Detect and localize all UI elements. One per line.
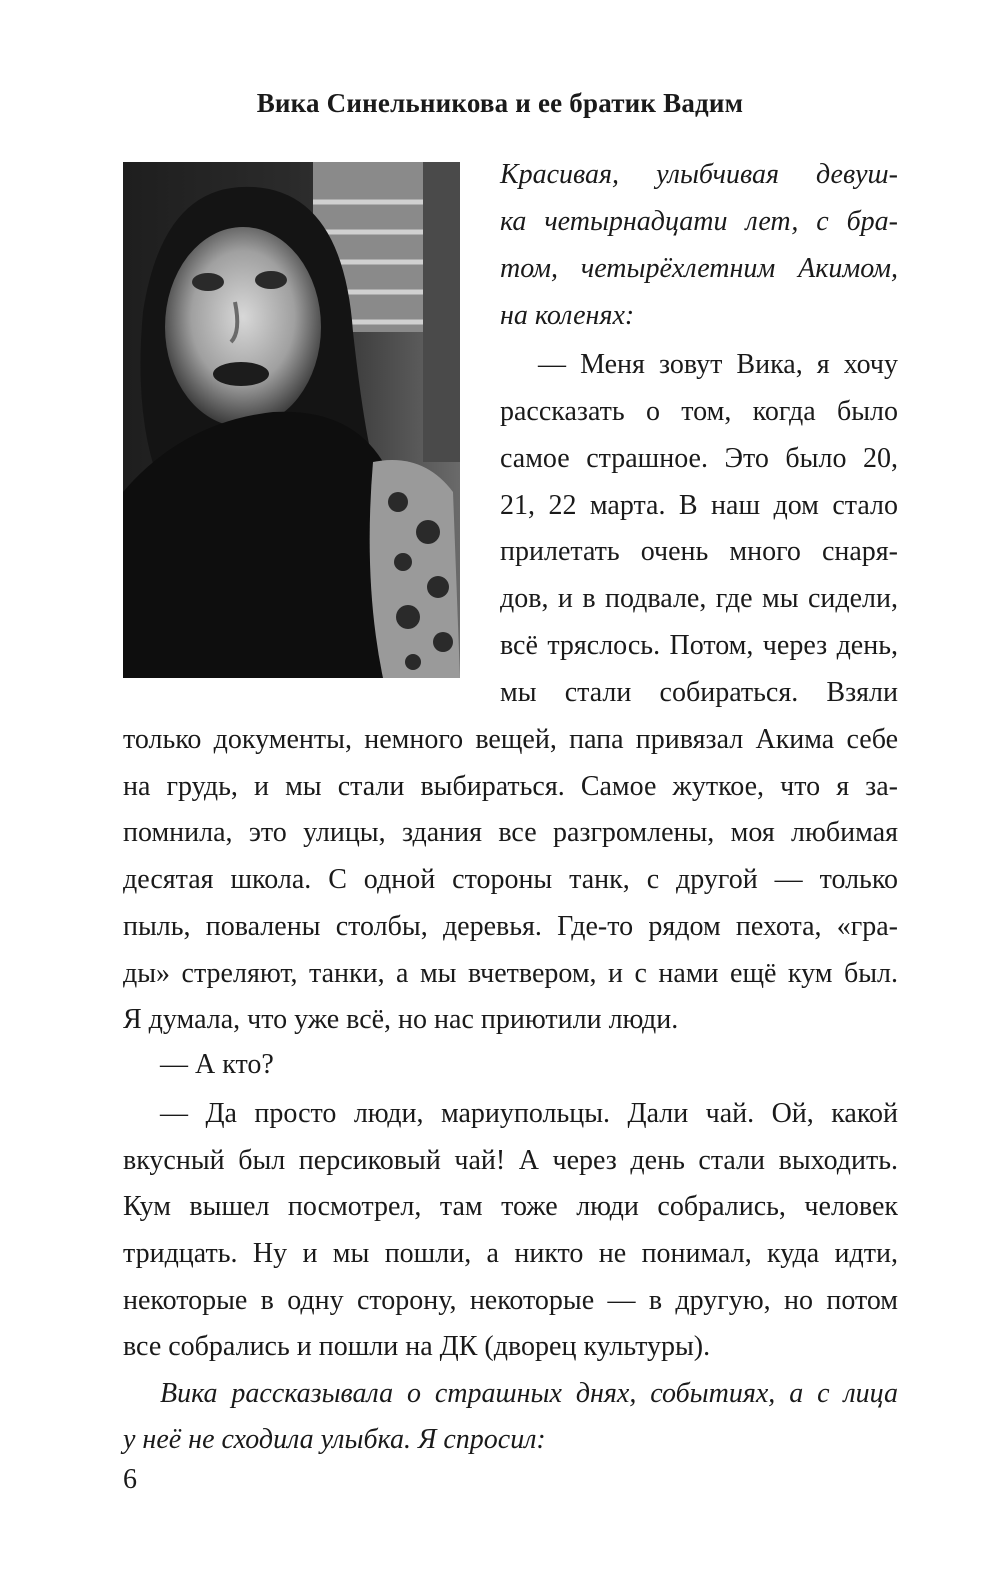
text-line: все собрались и пошли на ДК (дворец культуры). xyxy=(123,1331,711,1362)
text-line: Я думала, что уже всё, но нас приютили люди. xyxy=(123,1004,679,1035)
text-line: на грудь, и мы стали выбираться. Самое жуткое, что я за- xyxy=(123,771,898,802)
text-line: Вика рассказывала о страшных днях, событиях, а с лица xyxy=(160,1378,898,1409)
text-line: пыль, повалены столбы, деревья. Где-то рядом пехота, «гра- xyxy=(123,911,898,942)
text-line: ка четырнадцати лет, с бра- xyxy=(500,206,898,237)
page-number: 6 xyxy=(123,1464,137,1495)
portrait-photo-image xyxy=(123,162,460,678)
text-line: самое страшное. Это было 20, xyxy=(500,443,898,474)
text-line: только документы, немного вещей, папа привязал Акима себе xyxy=(123,724,898,755)
text-line: Кум вышел посмотрел, там тоже люди собрались, человек xyxy=(123,1191,898,1222)
text-line: у неё не сходила улыбка. Я спросил: xyxy=(123,1424,546,1455)
text-line: помнила, это улицы, здания все разгромлены, моя любимая xyxy=(123,817,898,848)
chapter-title: Вика Синельникова и ее братик Вадим xyxy=(256,88,744,118)
portrait-photo xyxy=(123,162,460,678)
text-line: тридцать. Ну и мы пошли, а никто не понимал, куда идти, xyxy=(123,1238,898,1269)
text-line: том, четырёхлетним Акимом, xyxy=(500,253,898,284)
text-line: некоторые в одну сторону, некоторые — в другую, но потом xyxy=(123,1285,898,1316)
text-line: вкусный был персиковый чай! А через день стали выходить. xyxy=(123,1145,898,1176)
text-line: — Меня зовут Вика, я хочу xyxy=(538,349,898,380)
text-line: дов, и в подвале, где мы сидели, xyxy=(500,583,898,614)
text-line: на коленях: xyxy=(500,300,635,331)
text-line: прилетать очень много снаря- xyxy=(500,536,898,567)
text-line: — А кто? xyxy=(160,1049,274,1080)
text-line: 21, 22 марта. В наш дом стало xyxy=(500,490,898,521)
text-line: — Да просто люди, мариупольцы. Дали чай. Ой, какой xyxy=(160,1098,898,1129)
text-line: десятая школа. С одной стороны танк, с другой — только xyxy=(123,864,898,895)
text-line: мы стали собираться. Взяли xyxy=(500,677,898,708)
text-line: рассказать о том, когда было xyxy=(500,396,898,427)
text-line: всё тряслось. Потом, через день, xyxy=(500,630,898,661)
text-line: ды» стреляют, танки, а мы вчетвером, и с нами ещё кум был. xyxy=(123,958,898,989)
text-line: Красивая, улыбчивая девуш- xyxy=(500,159,898,190)
